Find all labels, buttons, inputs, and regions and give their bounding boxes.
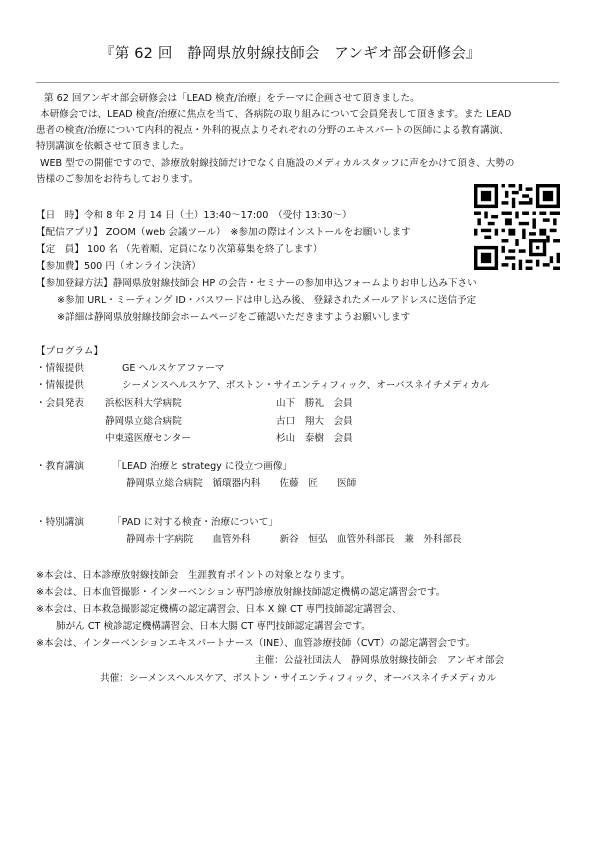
member-person: 山下 勝礼 会員 bbox=[276, 398, 353, 409]
education-lecture-speaker: 静岡県立総合病院 循環器内科 佐藤 匠 医師 bbox=[126, 478, 357, 489]
program-header: 【プログラム】 bbox=[36, 346, 104, 357]
title-divider bbox=[36, 82, 559, 83]
member-person: 杉山 泰樹 会員 bbox=[276, 433, 353, 444]
program-label: ・教育講演 bbox=[36, 461, 84, 472]
intro-line: 特別講演を依頼させて頂きました。 bbox=[36, 141, 190, 152]
event-date: 【日 時】令和 8 年 2 月 14 日（土）13:40～17:00 （受付 13:30～） bbox=[36, 210, 352, 221]
intro-line: 皆様のご参加をお待ちしております。 bbox=[36, 174, 199, 185]
note-line: ※本会は、インターベンションエキスパートナース（INE）、血管診療技師（CVT）の認定講習会です。 bbox=[36, 638, 476, 649]
organizer: 主催：公益社団法人 静岡県放射線技師会 アンギオ部会 bbox=[255, 655, 505, 666]
special-lecture-title: 「PAD に対する検査・治療について」 bbox=[112, 517, 278, 528]
note-line: 肺がん CT 検診認定機構講習会、日本大腸 CT 専門技師認定講習会です。 bbox=[56, 621, 371, 632]
fee: 【参加費】500 円（オンライン決済） bbox=[36, 261, 201, 272]
note-line: ※本会は、日本救急撮影認定機構の認定講習会、日本 X 線 CT 専門技師認定講習会、 bbox=[36, 604, 402, 615]
program-label: ・会員発表 bbox=[36, 398, 84, 409]
program-label: ・情報提供 bbox=[36, 363, 84, 374]
member-person: 古口 翔大 会員 bbox=[276, 416, 353, 427]
member-hospital: 静岡県立総合病院 bbox=[105, 416, 182, 427]
program-info-value: GE ヘルスケアファーマ bbox=[122, 363, 225, 374]
registration-note: ※詳細は静岡県放射線技師会ホームページをご確認いただきますようお願いします bbox=[57, 312, 411, 323]
page-title: 『第 62 回 静岡県放射線技師会 アンギオ部会研修会』 bbox=[100, 46, 481, 62]
member-hospital: 中東遠医療センター bbox=[105, 433, 191, 444]
intro-line: 患者の検査/治療について内科的視点・外科的視点よりそれぞれの分野のエキスパートの医師による教育講演、 bbox=[36, 125, 509, 136]
note-line: ※本会は、日本血管撮影・インターベンション専門診療放射線技師認定機構の認定講習会です。 bbox=[36, 587, 446, 598]
member-hospital: 浜松医科大学病院 bbox=[105, 398, 182, 409]
intro-line: 第 62 回アンギオ部会研修会は「LEAD 検査/治療」をテーマに企画させて頂きました。 bbox=[44, 93, 420, 104]
delivery-app: 【配信アプリ】 ZOOM（web 会議ツール） ※参加の際はインストールをお願いします bbox=[36, 227, 411, 238]
qr-code-icon[interactable] bbox=[474, 184, 560, 270]
program-label: ・情報提供 bbox=[36, 380, 84, 391]
note-line: ※本会は、日本診療放射線技師会 生涯教育ポイントの対象となります。 bbox=[36, 570, 351, 581]
intro-line: 本研修会では、LEAD 検査/治療に焦点を当て、各病院の取り組みについて会員発表して頂きます。また LEAD bbox=[40, 109, 512, 120]
intro-line: WEB 型での開催ですので、診療放射線技師だけでなく自施設のメディカルスタッフに声をかけて頂き、大勢の bbox=[40, 158, 515, 169]
capacity: 【定 員】 100 名 （先着順、定員になり次第募集を終了します） bbox=[36, 244, 323, 255]
special-lecture-speaker: 静岡赤十字病院 血管外科 新谷 恒弘 血管外科部長 兼 外科部長 bbox=[126, 534, 462, 545]
registration-note: ※参加 URL・ミーティング ID・パスワードは申し込み後、 登録されたメールアドレスに送信予定 bbox=[57, 295, 477, 306]
registration-method: 【参加登録方法】静岡県放射線技師会 HP の会告・セミナーの参加申込フォームよりお申し込み下さい bbox=[36, 278, 477, 289]
program-info-value: シーメンスヘルスケア、ボストン・サイエンティフィック、オーバスネイチメディカル bbox=[122, 380, 490, 391]
program-label: ・特別講演 bbox=[36, 517, 84, 528]
education-lecture-title: 「LEAD 治療と strategy に役立つ画像」 bbox=[112, 461, 293, 472]
cosponsor: 共催：シーメンスヘルスケア、ボストン・サイエンティフィック、オーバスネイチメディカル bbox=[100, 673, 497, 684]
